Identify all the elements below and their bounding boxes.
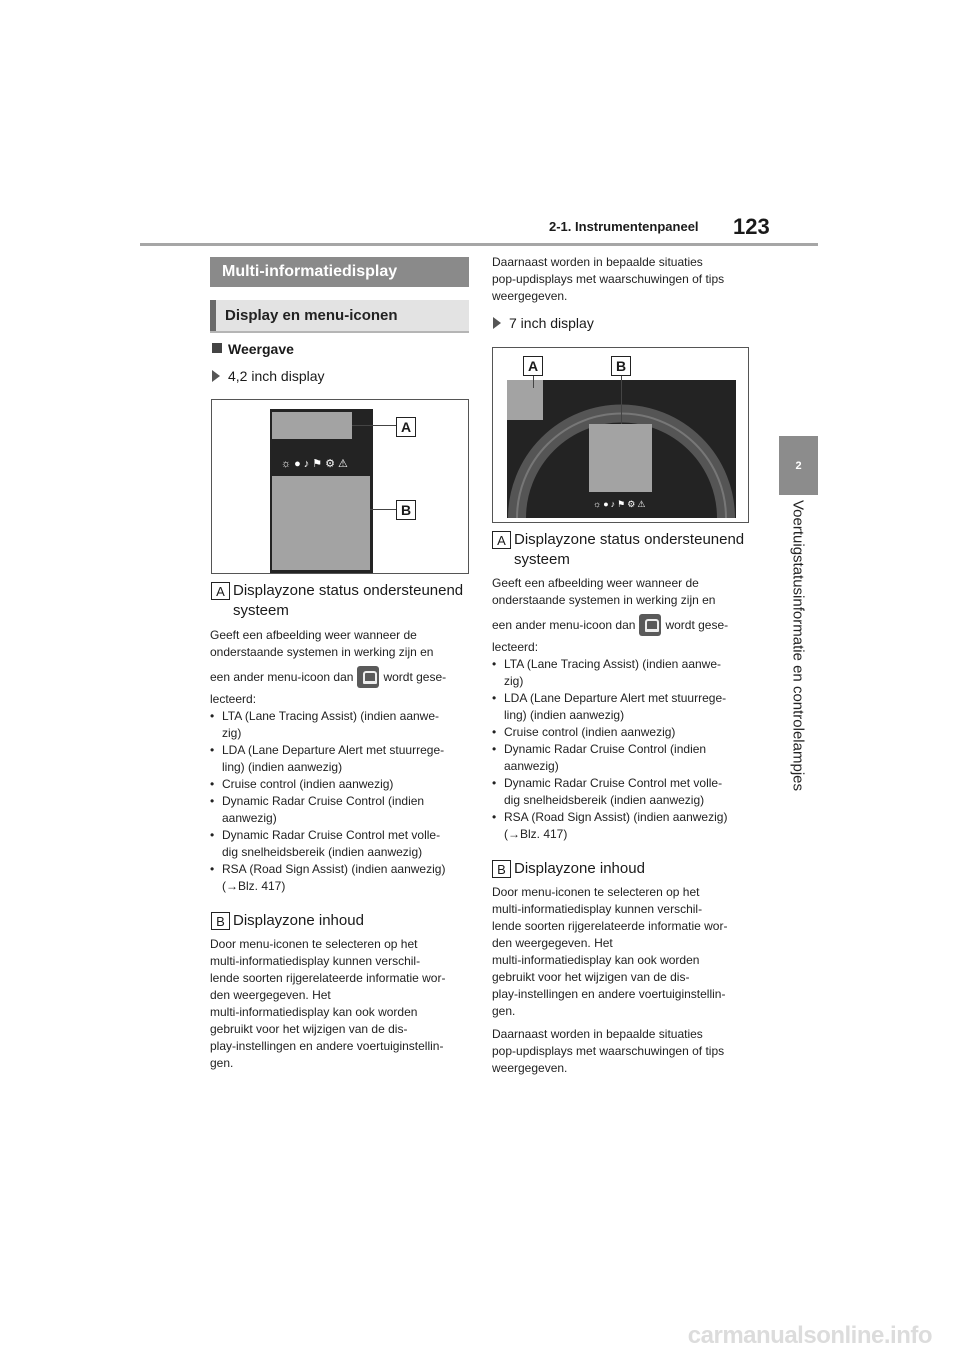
list-item: • Dynamic Radar Cruise Control met volle- dig snelheidsbereik (indien aanwezig): [210, 827, 470, 861]
watermark: carmanualsonline.info: [687, 1322, 932, 1349]
list-item: • Dynamic Radar Cruise Control (indien aanwezig): [492, 741, 754, 775]
zone-b-description: Door menu-iconen te selecteren op het multi-informatiedisplay kunnen verschil- lende soorten rijgerelateerde informatie wor- den weergegeven. Het multi-informatiedisplay kan ook worden gebruikt voor het wijzigen van de dis- play-instellingen en andere voertuiginstellin- gen. Daarnaast worden in bepaalde situaties pop-updisplays met waarschuwingen of tips weergegeven.: [492, 885, 728, 1075]
subsection-rule: [210, 331, 469, 333]
leader-line-a: [533, 376, 534, 388]
menu-icons-row: ☼●♪⚑⚙⚠: [593, 499, 648, 509]
status-zone-a: [507, 380, 543, 420]
triangle-bullet-icon: [212, 370, 220, 382]
zone-b-letter: B: [211, 912, 230, 930]
zone-b-title: Displayzone inhoud: [233, 912, 364, 929]
popup-note: Daarnaast worden in bepaalde situaties pop-updisplays met waarschuwingen of tips weergegeven.: [492, 255, 725, 303]
status-zone-a: [272, 412, 352, 439]
figure-7-inch-display: [492, 347, 749, 523]
zone-a-title: Displayzone status ondersteunend systeem: [233, 582, 464, 619]
page-number: 123: [733, 214, 770, 239]
subsection-title: Display en menu-iconen: [210, 300, 469, 331]
square-bullet-icon: [212, 343, 222, 353]
zone-b-letter: B: [492, 860, 511, 878]
figure-label-b: B: [396, 500, 416, 520]
display-label-7: 7 inch display: [493, 315, 594, 331]
figure-label-a: A: [396, 417, 416, 437]
list-item: • RSA (Road Sign Assist) (indien aanwezig) (→Blz. 417): [492, 809, 754, 843]
zone-a-letter: A: [211, 582, 230, 600]
zone-b-title: Displayzone inhoud: [514, 860, 645, 877]
driver-assist-menu-icon: [639, 614, 661, 636]
list-item: • Dynamic Radar Cruise Control (indien aanwezig): [210, 793, 470, 827]
zone-a-description: Geeft een afbeelding weer wanneer de onderstaande systemen in werking zijn en een ander menu-icoon dan wordt gese- lecteerd: • LTA (Lane Tracing Assist) (indien aanwe- zig) • LDA (Lane Departure Alert met stuurrege- ling) (indien aanwezig) • Cruise control (indien aanwezig) • Dynamic Radar Cruise Control (indien aanwezig) • Dynamic Radar Cruise Control met volle- dig snelheidsbereik (indien aanwezig) • RSA (Road Sign Assist) (indien aanwezig) (→Blz. 417): [492, 575, 754, 843]
menu-icons-row: ☼●♪⚑⚙⚠: [281, 458, 351, 470]
leader-line-b: [621, 376, 622, 424]
list-item: • Cruise control (indien aanwezig): [210, 776, 470, 793]
content-zone-b: [272, 476, 370, 570]
display-label-42: 4,2 inch display: [212, 368, 325, 384]
content-zone-b: [589, 424, 652, 492]
list-item: • LTA (Lane Tracing Assist) (indien aanwe- zig): [492, 656, 754, 690]
leader-line-b: [370, 509, 396, 510]
zone-a-letter: A: [492, 531, 511, 549]
zone-a-title: Displayzone status ondersteunend systeem: [514, 531, 745, 568]
chapter-tab-number: 2: [779, 436, 818, 495]
triangle-bullet-icon: [493, 317, 501, 329]
zone-a-description: Geeft een afbeelding weer wanneer de onderstaande systemen in werking zijn en een ander menu-icoon dan wordt gese- lecteerd: • LTA (Lane Tracing Assist) (indien aanwe- zig) • LDA (Lane Departure Alert met stuurrege- ling) (indien aanwezig) • Cruise control (indien aanwezig) • Dynamic Radar Cruise Control (indien aanwezig) • Dynamic Radar Cruise Control met volle- dig snelheidsbereik (indien aanwezig) • RSA (Road Sign Assist) (indien aanwezig) (→Blz. 417): [210, 627, 470, 895]
zone-b-description: Door menu-iconen te selecteren op het multi-informatiedisplay kunnen verschil- lende soorten rijgerelateerde informatie wor- den weergegeven. Het multi-informatiedisplay kan ook worden gebruikt voor het wijzigen van de dis- play-instellingen en andere voertuiginstellin- gen.: [210, 937, 446, 1070]
list-item: • LDA (Lane Departure Alert met stuurrege- ling) (indien aanwezig): [492, 690, 754, 724]
figure-label-b: B: [611, 356, 631, 376]
header-rule: [140, 243, 818, 246]
driver-assist-menu-icon: [357, 666, 379, 688]
figure-42-inch-display: [211, 399, 469, 574]
list-item: • RSA (Road Sign Assist) (indien aanwezig) (→Blz. 417): [210, 861, 470, 895]
section-title: Multi-informatiedisplay: [210, 257, 469, 287]
list-item: • LTA (Lane Tracing Assist) (indien aanwe- zig): [210, 708, 470, 742]
list-item: • LDA (Lane Departure Alert met stuurrege- ling) (indien aanwezig): [210, 742, 470, 776]
list-item: • Dynamic Radar Cruise Control met volle- dig snelheidsbereik (indien aanwezig): [492, 775, 754, 809]
weergave-heading: Weergave: [212, 341, 294, 357]
list-item: • Cruise control (indien aanwezig): [492, 724, 754, 741]
leader-line-a: [352, 425, 396, 426]
section-header: 2-1. Instrumentenpaneel: [549, 219, 699, 234]
chapter-tab-title: Voertuigstatusinformatie en controlelampjes: [789, 500, 807, 791]
figure-label-a: A: [523, 356, 543, 376]
